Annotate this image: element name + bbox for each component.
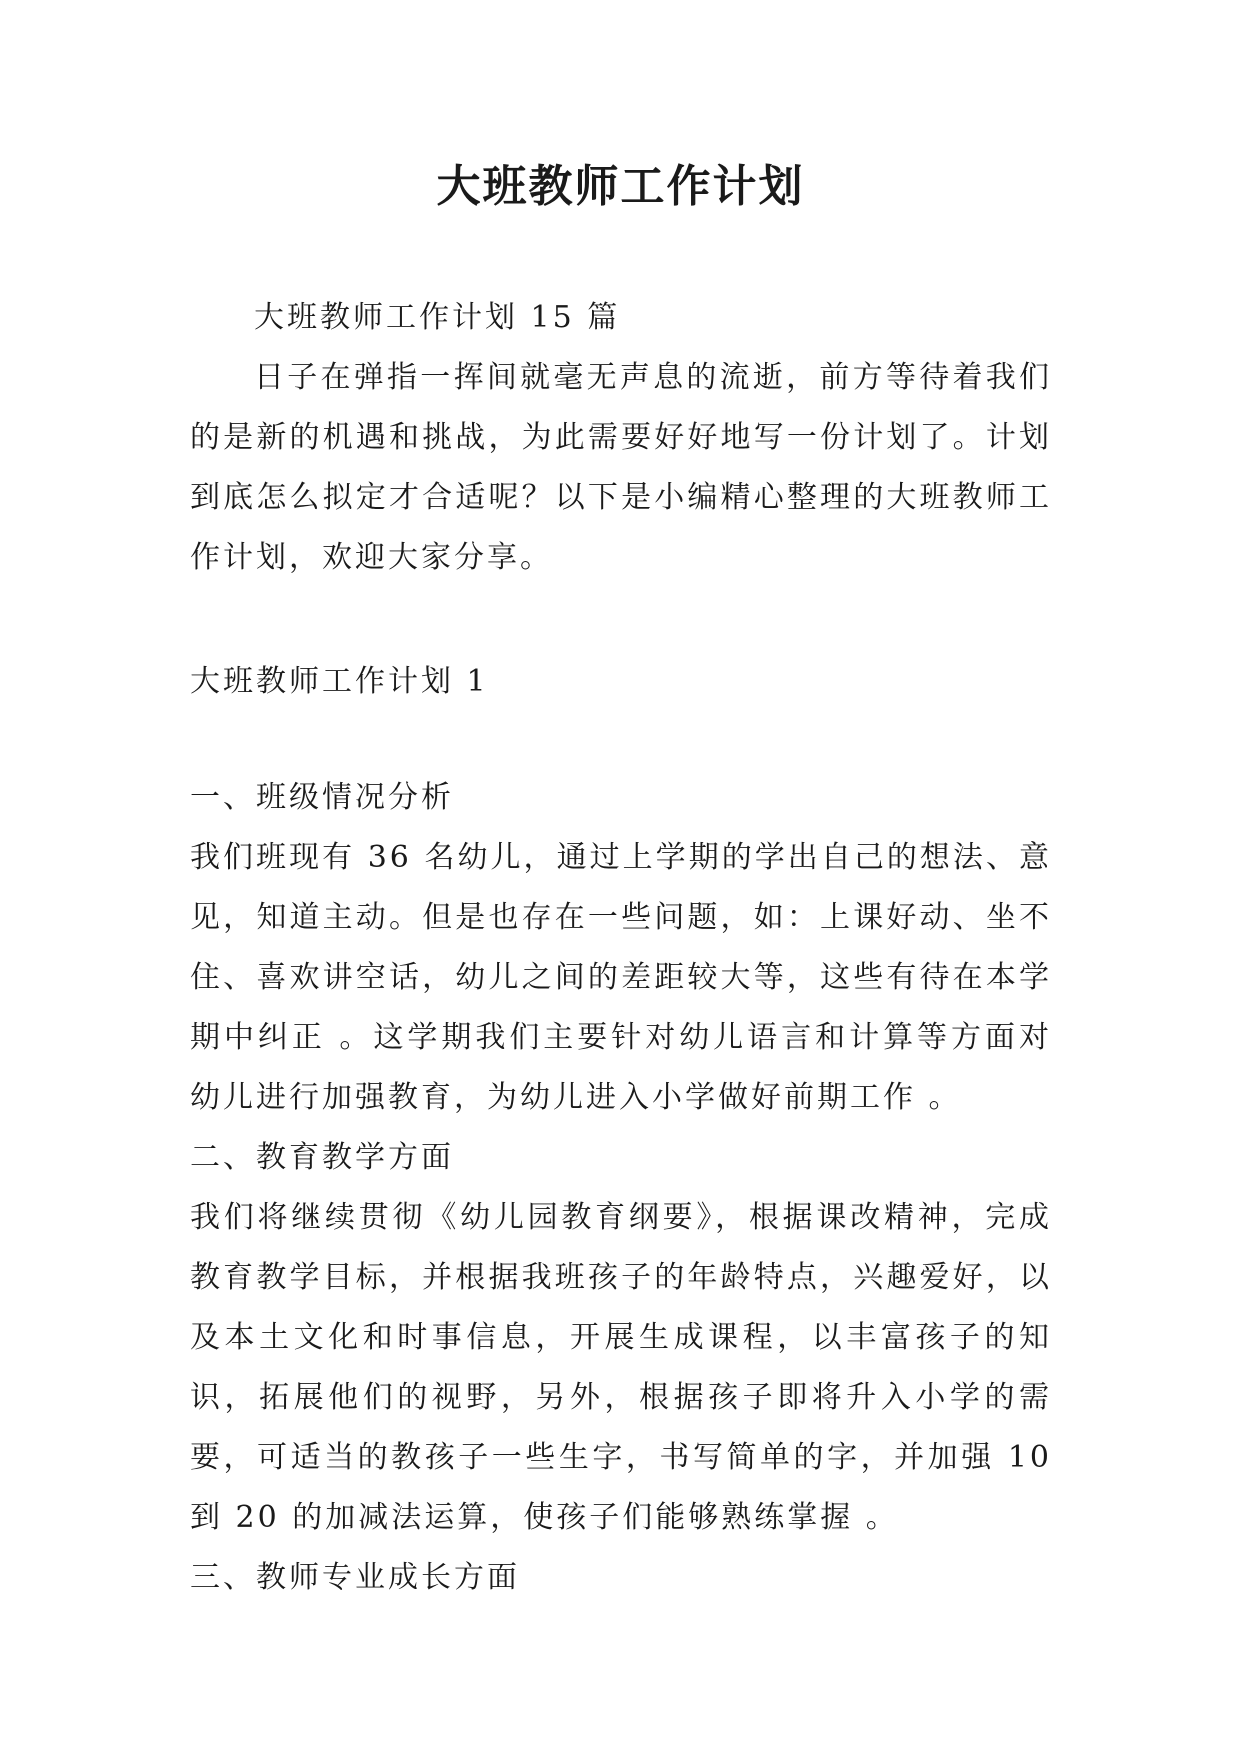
- heading-teaching: 二、教育教学方面: [190, 1140, 454, 1175]
- document-title: 大班教师工作计划: [436, 161, 805, 212]
- heading-class-analysis: 一、班级情况分析: [190, 780, 454, 815]
- paragraph-class-analysis: 我们班现有 36 名幼儿，通过上学期的学出自己的想法、意见，知道主动。但是也存在一些问题，如：上课好动、坐不住、喜欢讲空话，幼儿之间的差距较大等，这些有待在本学期中纠正 。这学期我们主要针对幼儿语言和计算等方面对幼儿进行加强教育，为幼儿进入小学做好前期工作 。: [190, 840, 1052, 1115]
- intro-paragraph: 日子在弹指一挥间就毫无声息的流逝，前方等待着我们的是新的机遇和挑战，为此需要好好地写一份计划了。计划到底怎么拟定才合适呢？以下是小编精心整理的大班教师工作计划，欢迎大家分享。: [190, 360, 1052, 575]
- heading-teacher-growth: 三、教师专业成长方面: [190, 1560, 520, 1595]
- document-subtitle: 大班教师工作计划 15 篇: [254, 300, 621, 335]
- document-body: [190, 288, 1052, 1608]
- section-title: 大班教师工作计划 1: [190, 664, 489, 699]
- paragraph-teaching: 我们将继续贯彻《幼儿园教育纲要》，根据课改精神，完成教育教学目标，并根据我班孩子的年龄特点，兴趣爱好，以及本土文化和时事信息，开展生成课程，以丰富孩子的知识，拓展他们的视野，另外，根据孩子即将升入小学的需要，可适当的教孩子一些生字，书写简单的字，并加强 10 到 20 的加减法运算，使孩子们能够熟练掌握 。: [190, 1200, 1052, 1535]
